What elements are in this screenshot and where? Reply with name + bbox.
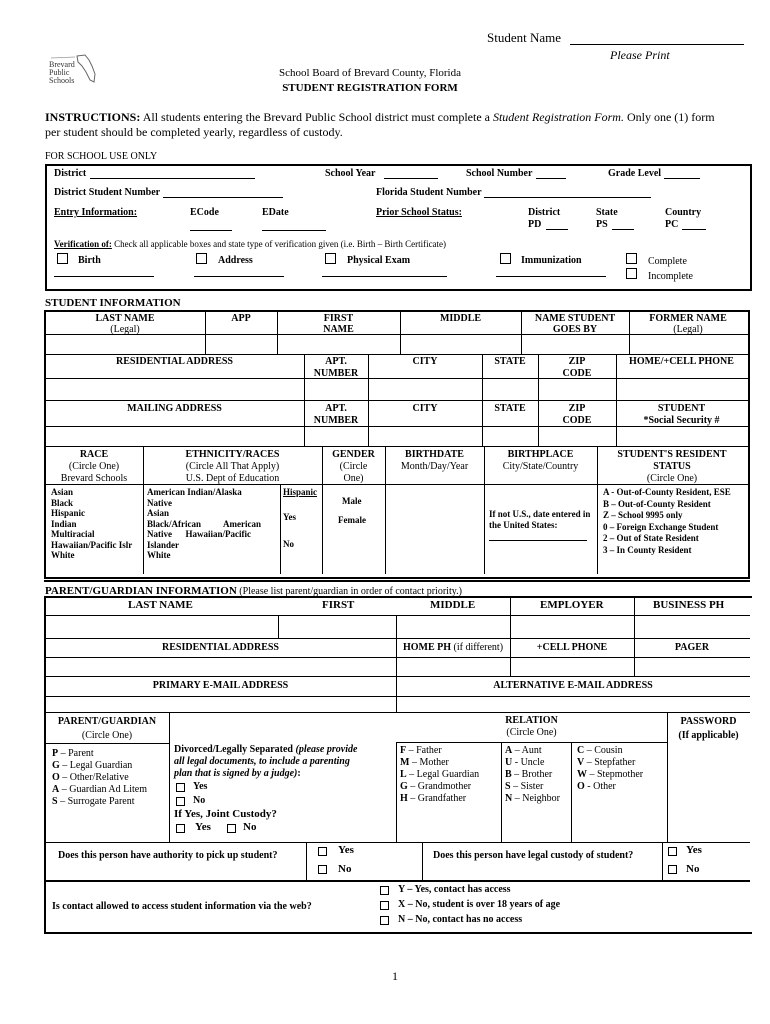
guardian-business-ph-header: BUSINESS PH	[653, 599, 725, 611]
resident-status-options[interactable]: A - Out-of-County Resident, ESE B – Out-of-County Resident Z – School 9995 only 0 – Foreign Exchange Student 2 – Out of State Resident 3 – In County Resident	[603, 487, 731, 555]
school-use-box	[45, 164, 752, 291]
guardian-home-ph-header: HOME PH (if different)	[402, 642, 504, 653]
pd-label: PD	[528, 219, 542, 230]
former-name-header: FORMER NAME (Legal)	[649, 313, 727, 335]
verification-instructions: Verification of: Check all applicable boxes and state type of verification given (i.e. Birth – Birth Certificate)	[54, 239, 447, 249]
custody-yes-checkbox[interactable]	[668, 847, 677, 856]
mailing-zip-header: ZIP CODE	[562, 403, 592, 426]
edate-input[interactable]	[262, 230, 326, 231]
pickup-no-checkbox[interactable]	[318, 865, 327, 874]
physical-exam-checkbox[interactable]	[325, 253, 336, 264]
grade-level-input[interactable]	[664, 178, 700, 179]
date-entered-us-input[interactable]	[489, 540, 587, 541]
web-access-question: Is contact allowed to access student information via the web?	[52, 901, 312, 912]
divorced-question: Divorced/Legally Separated (please provide all legal documents, to include a parenting plan that is signed by a judge):	[174, 744, 358, 779]
first-name-header: FIRST NAME	[323, 313, 354, 335]
brevard-logo: Brevard Public Schools	[45, 52, 105, 92]
incomplete-label: Incomplete	[648, 271, 693, 282]
hispanic-yes-option[interactable]: Yes	[283, 512, 296, 522]
ps-label: PS	[596, 219, 608, 230]
residential-address-header: RESIDENTIAL ADDRESS	[116, 356, 233, 367]
please-print-note: Please Print	[610, 48, 670, 62]
physical-exam-label: Physical Exam	[347, 255, 411, 266]
address-type-input[interactable]	[194, 276, 284, 277]
board-name: School Board of Brevard County, Florida	[279, 67, 461, 79]
last-name-header: LAST NAME (Legal)	[95, 313, 155, 335]
address-checkbox[interactable]	[196, 253, 207, 264]
web-access-y-label: Y – Yes, contact has access	[398, 884, 511, 895]
relation-options-col2[interactable]: A – Aunt U - Uncle B – Brother S – Sister N – Neighbor	[505, 745, 561, 804]
state-header: STATE	[494, 356, 526, 367]
district-student-number-input[interactable]	[163, 197, 283, 198]
race-options[interactable]: Asian Black Hispanic Indian Multiracial Hawaiian/Pacific Islr White	[51, 487, 133, 560]
prior-state-label: State	[596, 207, 618, 218]
pc-label: PC	[665, 219, 679, 230]
gender-male-option[interactable]: Male	[342, 496, 362, 506]
divorced-no-checkbox[interactable]	[176, 797, 185, 806]
guardian-employer-header: EMPLOYER	[540, 599, 604, 611]
date-entered-us-label: If not U.S., date entered in the United States:	[489, 509, 591, 530]
guardian-alt-email-header: ALTERNATIVE E-MAIL ADDRESS	[493, 680, 653, 691]
app-header: APP	[231, 313, 251, 324]
instructions-line-2: per student should be completed yearly, regardless of custody.	[45, 125, 343, 139]
relation-options-col3[interactable]: C – Cousin V – Stepfather W – Stepmother O - Other	[577, 745, 644, 792]
pd-input[interactable]	[546, 229, 568, 230]
school-number-label: School Number	[466, 168, 533, 179]
birth-checkbox[interactable]	[57, 253, 68, 264]
grade-level-label: Grade Level	[608, 168, 662, 179]
mailing-city-header: CITY	[412, 403, 438, 414]
joint-custody-no-label: No	[243, 821, 257, 833]
incomplete-checkbox[interactable]	[626, 268, 637, 279]
joint-custody-no-checkbox[interactable]	[227, 824, 236, 833]
physical-exam-type-input[interactable]	[322, 276, 447, 277]
student-info-title: STUDENT INFORMATION	[45, 297, 181, 309]
page-number: 1	[392, 969, 398, 983]
student-name-input[interactable]	[570, 44, 744, 45]
guardian-last-name-header: LAST NAME	[128, 599, 193, 611]
birthdate-header: BIRTHDATE Month/Day/Year	[400, 449, 469, 472]
school-use-title: FOR SCHOOL USE ONLY	[45, 151, 158, 162]
florida-student-number-label: Florida Student Number	[376, 187, 482, 198]
mailing-address-header: MAILING ADDRESS	[127, 403, 222, 414]
web-access-y-checkbox[interactable]	[380, 886, 389, 895]
guardian-middle-header: MIDDLE	[430, 599, 476, 611]
ps-input[interactable]	[612, 229, 634, 230]
ecode-input[interactable]	[190, 230, 232, 231]
school-year-input[interactable]	[384, 178, 438, 179]
divorced-yes-label: Yes	[193, 781, 208, 792]
guardian-first-header: FIRST	[322, 599, 355, 611]
relation-options-col1[interactable]: F – Father M – Mother L – Legal Guardian G – Grandmother H – Grandfather	[400, 745, 480, 804]
pickup-yes-checkbox[interactable]	[318, 847, 327, 856]
instructions-line-1: INSTRUCTIONS: All students entering the Brevard Public School district must complete a Student Registration Form. Only one (1) form	[45, 110, 715, 124]
joint-custody-yes-label: Yes	[195, 821, 211, 833]
immunization-label: Immunization	[521, 255, 582, 266]
custody-yes-label: Yes	[686, 844, 702, 856]
guardian-cell-phone-header: +CELL PHONE	[536, 642, 608, 653]
joint-custody-question: If Yes, Joint Custody?	[174, 808, 277, 820]
divorced-no-label: No	[193, 795, 206, 806]
form-title: STUDENT REGISTRATION FORM	[282, 82, 458, 94]
guardian-residential-address-header: RESIDENTIAL ADDRESS	[162, 642, 279, 653]
parent-guardian-header: PARENT/GUARDIAN (Circle One)	[57, 716, 157, 741]
immunization-type-input[interactable]	[496, 276, 606, 277]
mailing-state-header: STATE	[494, 403, 526, 414]
middle-header: MIDDLE	[439, 313, 482, 324]
complete-label: Complete	[648, 256, 687, 267]
home-cell-phone-header: HOME/+CELL PHONE	[629, 356, 734, 367]
pickup-no-label: No	[338, 863, 352, 875]
mailing-apt-header: APT. NUMBER	[313, 403, 359, 426]
web-access-n-checkbox[interactable]	[380, 916, 389, 925]
guardian-primary-email-header: PRIMARY E-MAIL ADDRESS	[152, 680, 289, 691]
birth-type-input[interactable]	[54, 276, 154, 277]
district-student-number-label: District Student Number	[54, 187, 161, 198]
custody-no-checkbox[interactable]	[668, 865, 677, 874]
web-access-n-label: N – No, contact has no access	[398, 914, 523, 925]
hispanic-label: Hispanic	[283, 487, 318, 497]
relation-header: RELATION (Circle One)	[505, 715, 558, 738]
guardian-title: PARENT/GUARDIAN INFORMATION (Please list parent/guardian in order of contact priority.)	[45, 585, 462, 597]
student-name-label: Student Name	[487, 30, 562, 45]
gender-header: GENDER (Circle One)	[332, 449, 375, 484]
password-header: PASSWORD (If applicable)	[678, 716, 739, 741]
pc-input[interactable]	[682, 229, 706, 230]
prior-country-label: Country	[665, 207, 702, 218]
school-number-input[interactable]	[536, 178, 566, 179]
race-header: RACE (Circle One) Brevard Schools	[60, 449, 128, 484]
school-year-label: School Year	[325, 168, 376, 179]
pickup-yes-label: Yes	[338, 844, 354, 856]
guardian-pager-header: PAGER	[674, 642, 710, 653]
birthplace-header: BIRTHPLACE City/State/Country	[502, 449, 579, 472]
prior-district-label: District	[528, 207, 561, 218]
ethnicity-options[interactable]: American Indian/Alaska Native Asian Black/African American Native Hawaiian/Pacific Islander White	[147, 487, 261, 560]
ssn-header: STUDENT *Social Security #	[643, 403, 720, 426]
birth-label: Birth	[78, 255, 101, 266]
prior-school-status-label: Prior School Status:	[376, 207, 462, 218]
city-header: CITY	[412, 356, 438, 367]
pickup-question: Does this person have authority to pick up student?	[58, 850, 278, 861]
apt-number-header: APT. NUMBER	[313, 356, 359, 379]
name-goes-by-header: NAME STUDENT GOES BY	[534, 313, 616, 335]
custody-no-label: No	[686, 863, 700, 875]
address-label: Address	[218, 255, 253, 266]
web-access-x-label: X – No, student is over 18 years of age	[398, 899, 561, 910]
divorced-yes-checkbox[interactable]	[176, 783, 185, 792]
hispanic-no-option[interactable]: No	[283, 539, 294, 549]
district-label: District	[54, 168, 87, 179]
joint-custody-yes-checkbox[interactable]	[176, 824, 185, 833]
florida-student-number-input[interactable]	[484, 197, 651, 198]
resident-status-header: STUDENT'S RESIDENT STATUS (Circle One)	[617, 449, 727, 484]
parent-guardian-options[interactable]: P – Parent G – Legal Guardian O – Other/Relative A – Guardian Ad Litem S – Surrogate Parent	[52, 748, 147, 807]
web-access-x-checkbox[interactable]	[380, 901, 389, 910]
custody-question: Does this person have legal custody of student?	[433, 850, 634, 861]
gender-female-option[interactable]: Female	[338, 515, 366, 525]
edate-label: EDate	[262, 207, 289, 218]
entry-information-label: Entry Information:	[54, 207, 138, 218]
ecode-label: ECode	[190, 207, 219, 218]
immunization-checkbox[interactable]	[500, 253, 511, 264]
complete-checkbox[interactable]	[626, 253, 637, 264]
zip-code-header: ZIP CODE	[562, 356, 592, 379]
ethnicity-header: ETHNICITY/RACES (Circle All That Apply) U.S. Dept of Education	[185, 449, 280, 484]
district-input[interactable]	[90, 178, 255, 179]
